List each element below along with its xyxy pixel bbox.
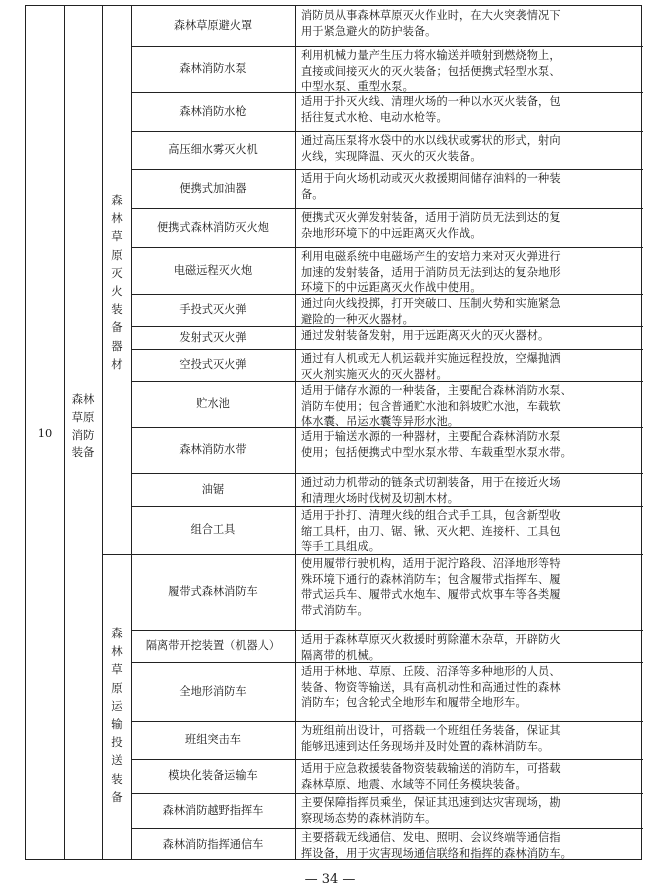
description-line: 主要保障指挥员乘坐，保证其迅速到达灾害现场，勘 xyxy=(301,796,561,809)
equipment-name: 空投式灭火弹 xyxy=(179,358,247,372)
equipment-description xyxy=(296,662,643,721)
equipment-name: 隔离带开挖装置（机器人） xyxy=(145,639,281,653)
description-line: 适用于向火场机动或灭火救援期间储存油料的一种装 xyxy=(301,172,561,185)
equipment-name: 模块化装备运输车 xyxy=(168,769,258,783)
equipment-description xyxy=(296,381,643,427)
description-line: 消防员从事森林草原灭火作业时，在大火突袭情况下 xyxy=(301,9,561,22)
description-line: 森林草原、地震、水域等不同任务模块装备。 xyxy=(301,777,527,791)
description-line: 中型水泵、重型水泵。 xyxy=(301,80,414,94)
equipment-name: 电磁远程灭火炮 xyxy=(173,263,253,277)
description-line: 使用履带行驶机构，适用于泥泞路段、沼泽地形等特 xyxy=(301,557,561,570)
description-line: 主要搭载无线通信、发电、照明、会议终端等通信指 xyxy=(301,831,561,844)
equipment-description xyxy=(296,554,643,630)
equipment-name: 手投式灭火弹 xyxy=(179,303,247,317)
description-line: 适用于储存水源的一种装备，主要配合森林消防水泵、 xyxy=(301,384,572,397)
equipment-name: 贮水池 xyxy=(196,397,230,411)
description-line: 适用于扑灭火线、清理火场的一种以水灭火装备，包 xyxy=(301,95,561,108)
description-line: 体水囊、吊运水囊等异形水池。 xyxy=(301,415,460,429)
column-divider xyxy=(102,6,103,859)
description-line: 等手工具组成。 xyxy=(301,540,381,554)
description-line: 为班组前出设计，可搭载一个班组任务装备，保证其 xyxy=(301,724,561,737)
description-line: 缩工具杆，由刀、锯、锹、灭火耙、连接杆、工具包 xyxy=(301,524,561,538)
equipment-name: 便携式加油器 xyxy=(179,181,247,195)
group-title: 森林草原运输投送装备 xyxy=(111,626,123,804)
description-line: 殊环境下通行的森林消防车；包含履带式指挥车、履 xyxy=(301,572,561,586)
equipment-name: 森林消防水带 xyxy=(179,443,247,457)
equipment-description xyxy=(296,6,643,46)
equipment-description xyxy=(296,349,643,381)
equipment-description xyxy=(296,721,643,759)
description-line: 带式运兵车、履带式水炮车、履带式炊事车等各类履 xyxy=(301,588,561,602)
description-line: 环境下的中远距离灭火作战中使用。 xyxy=(301,281,482,295)
description-line: 装备、物资等输送，具有高机动性和高通过性的森林 xyxy=(301,680,561,694)
description-line: 用于紧急避火的防护装备。 xyxy=(301,24,437,38)
description-line: 隔离带的机械。 xyxy=(301,648,381,662)
equipment-name: 森林消防越野指挥车 xyxy=(162,803,264,817)
equipment-description xyxy=(296,828,643,861)
description-line: 通过动力机带动的链条式切割装备，用于在接近火场 xyxy=(301,476,561,489)
equipment-description xyxy=(296,759,643,793)
equipment-name: 便携式森林消防灭火炮 xyxy=(157,220,269,234)
equipment-description xyxy=(296,46,643,92)
description-line: 适用于应急救援装备物资装载输送的消防车，可搭载 xyxy=(301,762,561,775)
description-line: 适用于林地、草原、丘陵、沼泽等多种地形的人员、 xyxy=(301,665,561,678)
equipment-name: 森林消防指挥通信车 xyxy=(162,837,264,851)
description-line: 杂地形环境下的中远距离灭火作战。 xyxy=(301,226,482,240)
description-line: 通过有人机或无人机运载并实施远程投放，空爆抛洒 xyxy=(301,352,561,365)
equipment-description xyxy=(296,473,643,506)
equipment-description xyxy=(296,247,643,294)
equipment-name: 油锯 xyxy=(201,482,225,496)
description-line: 通过发射装备发射，用于远距离灭火的灭火器材。 xyxy=(301,329,550,342)
description-line: 备。 xyxy=(301,187,324,201)
equipment-name: 森林消防水泵 xyxy=(179,62,247,76)
row-number: 10 xyxy=(37,426,53,440)
description-line: 火线，实现降温、灭火的灭火装备。 xyxy=(301,149,482,163)
equipment-description xyxy=(296,630,643,662)
equipment-table xyxy=(25,5,642,860)
equipment-description xyxy=(296,427,643,473)
equipment-description xyxy=(296,92,643,131)
group-title: 森林草原灭火装备器材 xyxy=(111,193,123,371)
description-line: 利用电磁系统中电磁场产生的安培力来对灭火弹进行 xyxy=(301,250,561,263)
equipment-name: 履带式森林消防车 xyxy=(168,585,258,599)
description-line: 直接或间接灭火的灭火装备；包括便携式轻型水泵、 xyxy=(301,64,561,78)
description-line: 便携式灭火弹发射装备，适用于消防员无法到达的复 xyxy=(301,211,561,224)
description-line: 和清理火场时伐树及切割木材。 xyxy=(301,491,460,505)
equipment-name: 班组突击车 xyxy=(185,733,241,747)
description-line: 避险的一种灭火器材。 xyxy=(301,312,414,326)
description-line: 挥设备，用于灾害现场通信联络和指挥的森林消防车。 xyxy=(301,846,572,860)
description-line: 通过高压泵将水袋中的水以线状或雾状的形式，射向 xyxy=(301,134,561,147)
page-number: — 34 — xyxy=(304,872,356,887)
equipment-description xyxy=(296,208,643,247)
equipment-name: 森林消防水枪 xyxy=(179,104,247,118)
equipment-description xyxy=(296,169,643,208)
equipment-name: 组合工具 xyxy=(190,523,236,537)
description-line: 适用于输送水源的一种器材，主要配合森林消防水泵 xyxy=(301,430,561,443)
equipment-name: 森林草原避火罩 xyxy=(173,19,253,33)
column-divider xyxy=(64,6,65,859)
category-label: 森林草原消防装备 xyxy=(71,392,95,460)
description-line: 加速的发射装备，适用于消防员无法到达的复杂地形 xyxy=(301,265,561,279)
description-line: 消防车；包含轮式全地形车和履带全地形车。 xyxy=(301,696,527,710)
description-line: 使用；包括便携式中型水泵水带、车载重型水泵水带。 xyxy=(301,445,572,459)
equipment-description xyxy=(296,506,643,554)
equipment-name: 高压细水雾灭火机 xyxy=(168,143,258,157)
description-line: 带式消防车。 xyxy=(301,603,369,617)
description-line: 消防车使用；包含普通贮水池和斜坡贮水池，车载软 xyxy=(301,399,561,413)
description-line: 通过向火线投掷，打开突破口、压制火势和实施紧急 xyxy=(301,297,561,310)
equipment-description xyxy=(296,294,643,326)
description-line: 察现场态势的森林消防车。 xyxy=(301,811,437,825)
description-line: 适用于扑打、清理火线的组合式手工具，包含新型收 xyxy=(301,509,561,522)
description-line: 灭火剂实施灭火的灭火器材。 xyxy=(301,367,448,381)
description-line: 括往复式水枪、电动水枪等。 xyxy=(301,110,448,124)
equipment-description xyxy=(296,131,643,169)
equipment-name: 发射式灭火弹 xyxy=(179,330,247,344)
equipment-description xyxy=(296,793,643,828)
description-line: 能够迅速到达任务现场并及时处置的森林消防车。 xyxy=(301,739,550,753)
description-line: 适用于森林草原灭火救援时剪除灌木杂草，开辟防火 xyxy=(301,633,561,646)
equipment-description xyxy=(296,326,643,349)
description-line: 利用机械力量产生压力将水输送并喷射到燃烧物上， xyxy=(301,49,561,62)
equipment-name: 全地形消防车 xyxy=(179,684,247,698)
